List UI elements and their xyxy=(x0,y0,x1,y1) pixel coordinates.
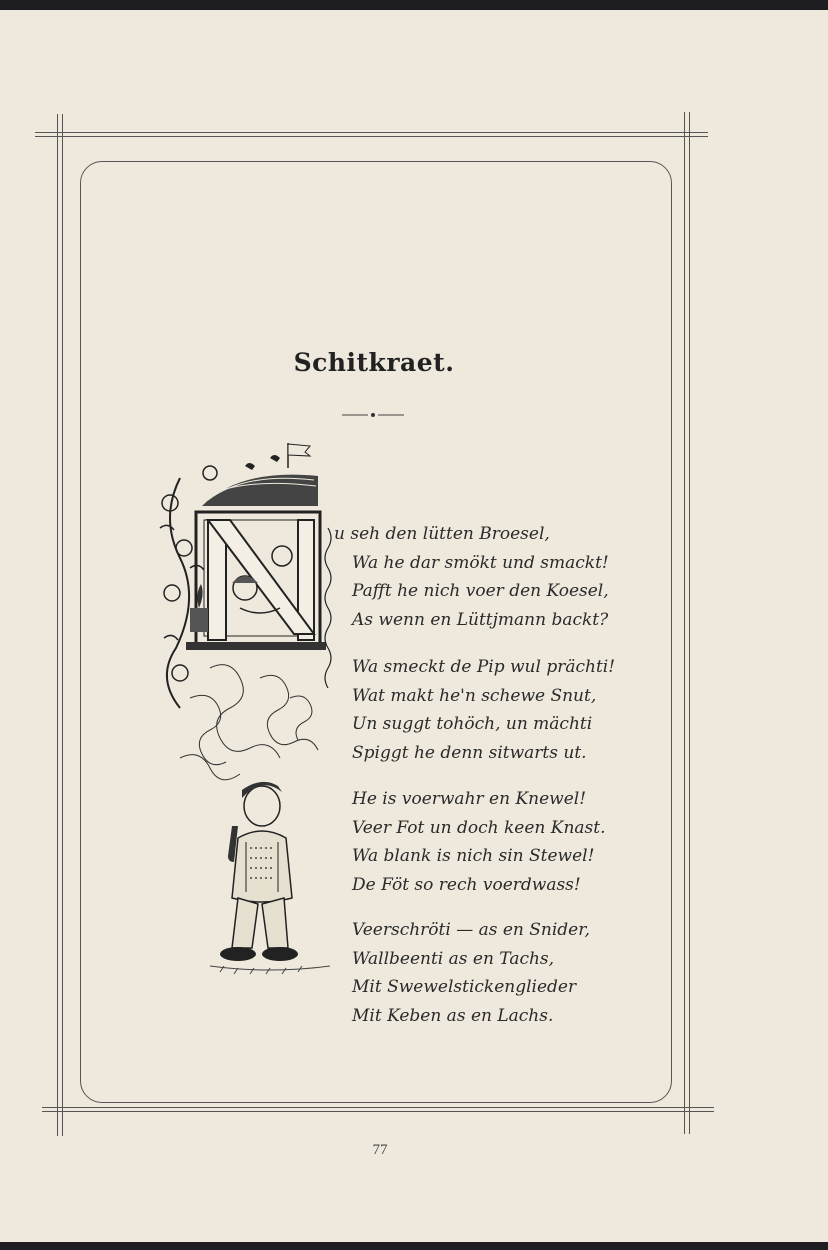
left-rule-2 xyxy=(62,114,63,1136)
stanza-4 xyxy=(352,916,590,1030)
page-number: 77 xyxy=(372,1142,388,1158)
right-rule-2 xyxy=(689,112,690,1134)
stanza-1-line-4: As wenn en Lüttjmann backt? xyxy=(352,609,609,630)
title-ornament xyxy=(340,410,406,420)
left-rule-1 xyxy=(57,114,58,1136)
bottom-rule-1 xyxy=(42,1107,714,1108)
top-rule-2 xyxy=(35,136,708,137)
stanza-1-line-2: Wa he dar smökt und smackt! xyxy=(352,552,609,573)
stanza-2 xyxy=(352,653,615,767)
stanza-4-line-1: Veerschröti — as en Snider, xyxy=(352,920,590,940)
stanza-2-line-1: Wa smeckt de Pip wul prächti! xyxy=(352,657,616,677)
stanza-3-line-4: De Föt so rech voerdwass! xyxy=(352,874,581,895)
stanza-2-line-2: Wat makt he'n schewe Snut, xyxy=(352,685,597,706)
stanza-1-line-1: u seh den lütten Broesel, xyxy=(334,524,550,544)
book-page xyxy=(0,10,828,1242)
stanza-2-line-4: Spiggt he denn sitwarts ut. xyxy=(352,742,587,763)
stanza-1-line-3: Pafft he nich voer den Koesel, xyxy=(352,581,609,602)
stanza-3-line-1: He is voerwahr en Knewel! xyxy=(352,789,587,809)
stanza-4-line-4: Mit Keben as en Lachs. xyxy=(352,1005,554,1026)
stanza-4-line-2: Wallbeenti as en Tachs, xyxy=(352,948,555,969)
poem-title: Schitkraet. xyxy=(293,348,455,377)
stanza-2-line-3: Un suggt tohöch, un mächti xyxy=(352,714,593,735)
right-rule-1 xyxy=(684,112,685,1134)
decorated-initial-illustration xyxy=(150,438,340,978)
stanza-1 xyxy=(334,520,609,634)
top-rule-1 xyxy=(35,132,708,133)
stanza-3-line-2: Veer Fot un doch keen Knast. xyxy=(352,817,606,838)
stanza-3 xyxy=(352,785,606,899)
stanza-4-line-3: Mit Swewelstickenglieder xyxy=(352,977,577,998)
bottom-rule-2 xyxy=(42,1111,714,1112)
stanza-3-line-3: Wa blank is nich sin Stewel! xyxy=(352,846,595,867)
